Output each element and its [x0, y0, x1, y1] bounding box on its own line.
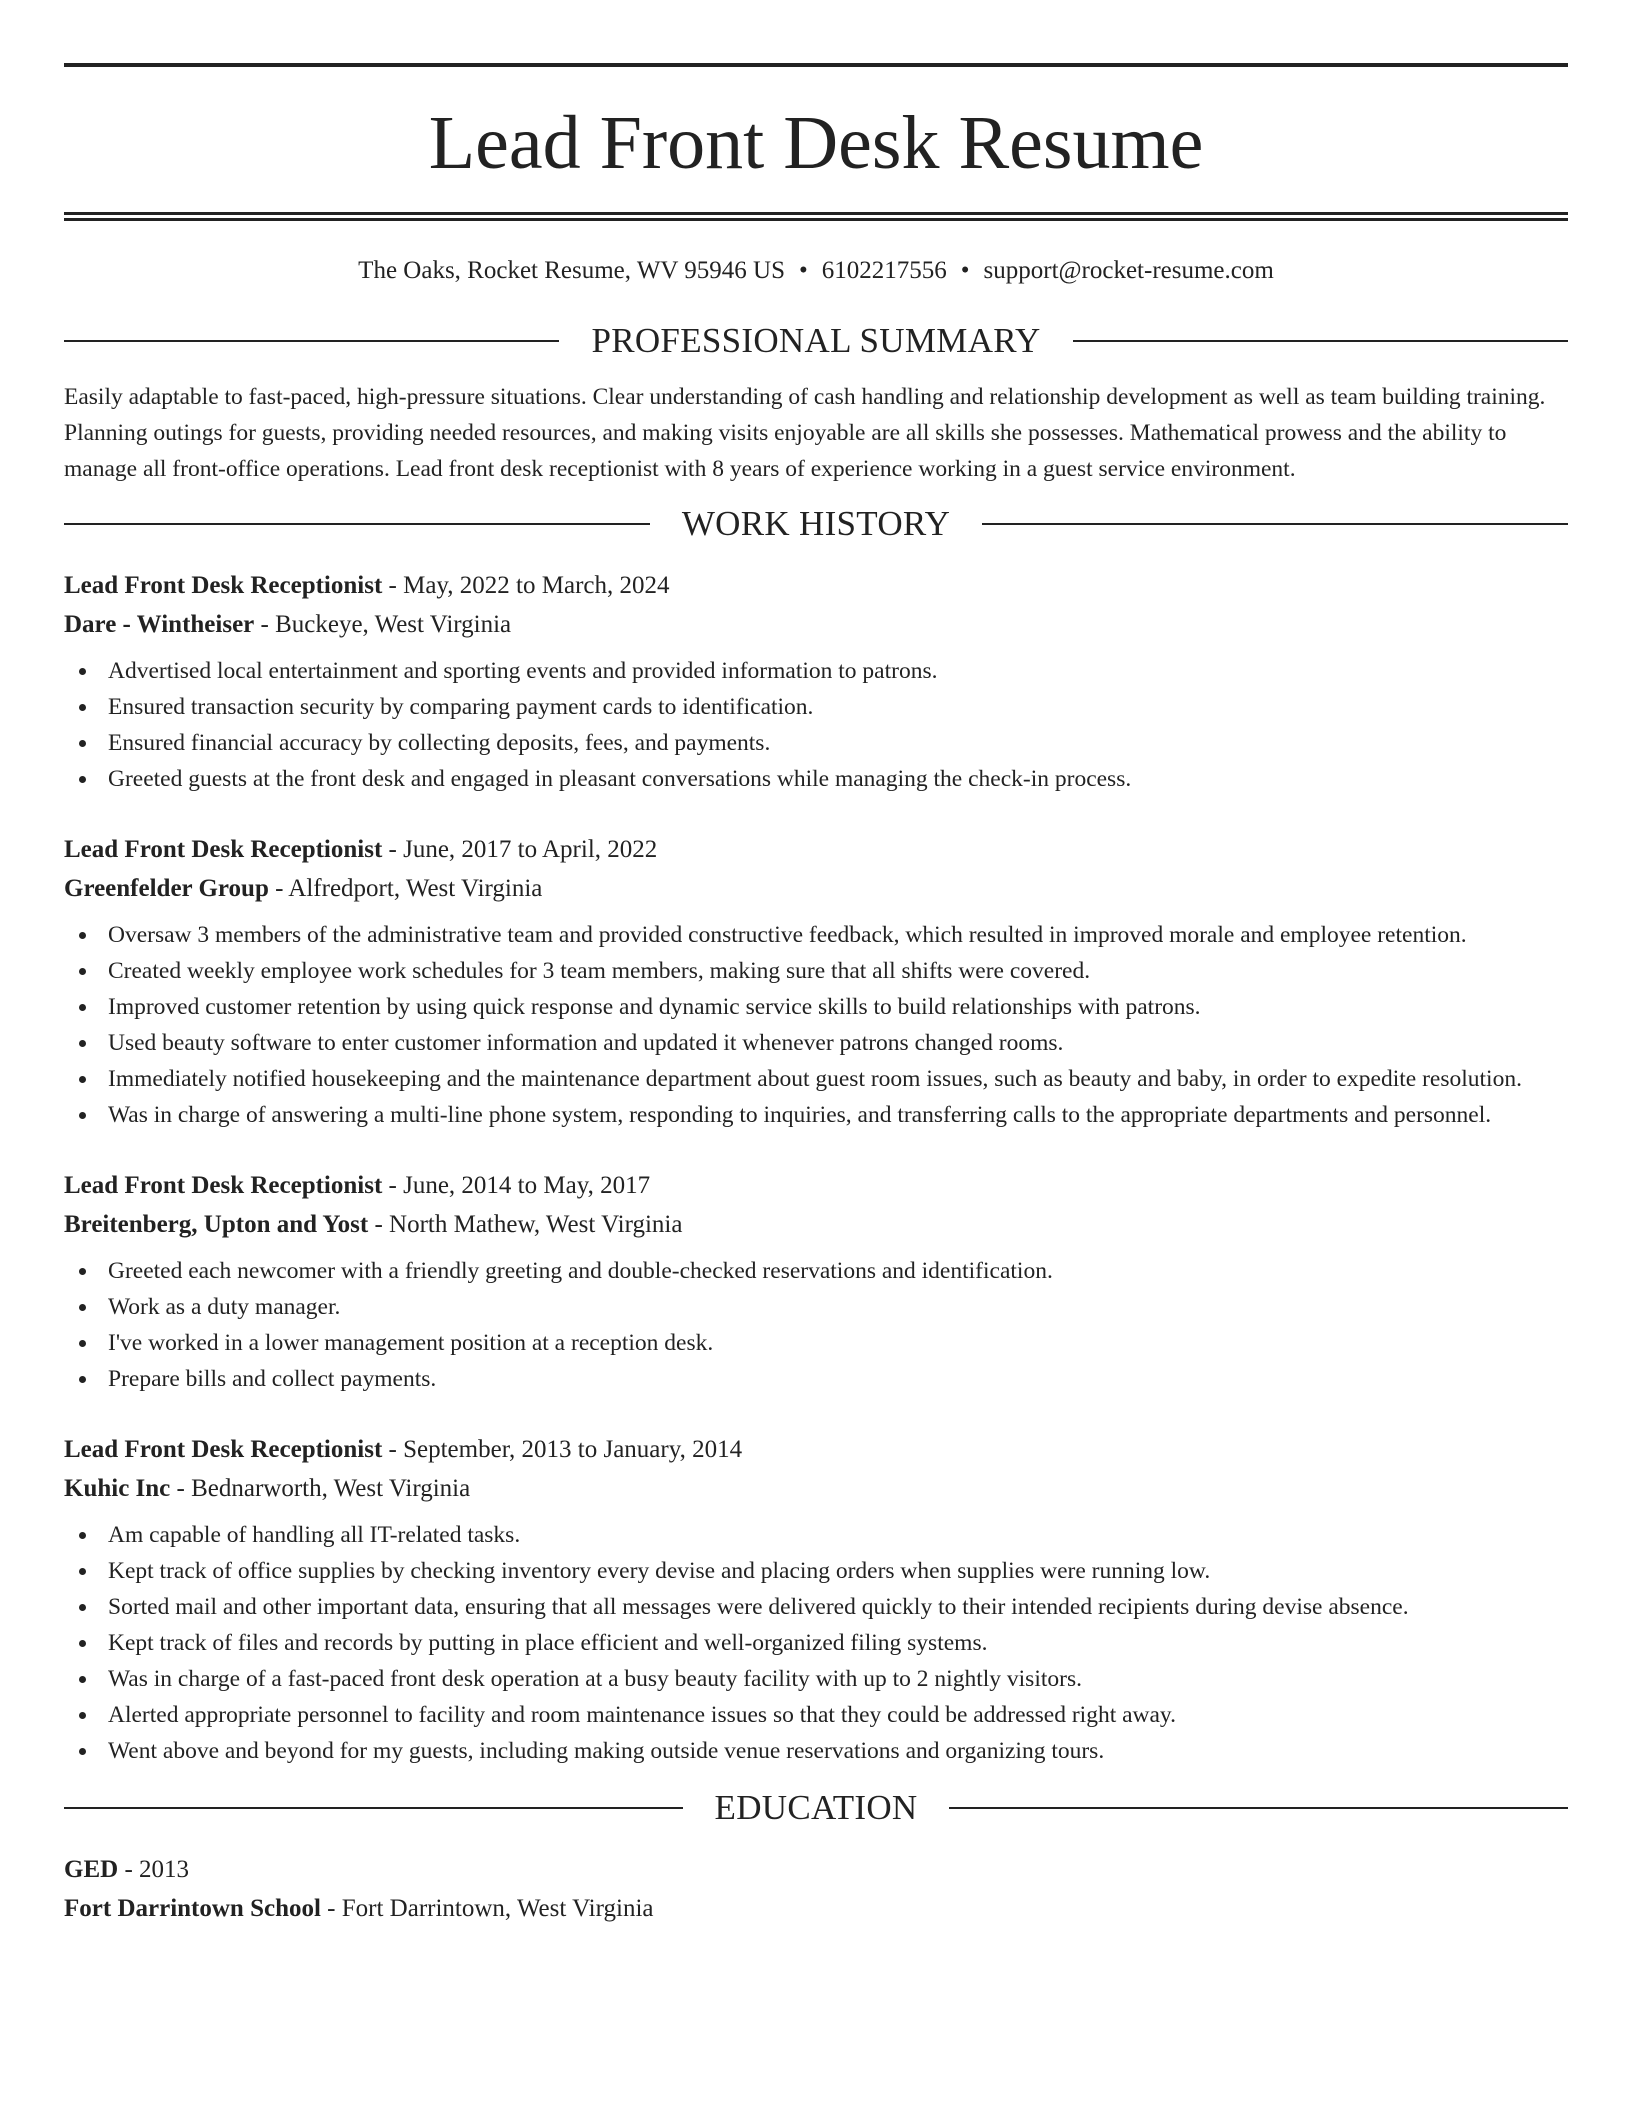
job-company-line [64, 869, 1568, 908]
job-company: Greenfelder Group [64, 875, 269, 902]
job-bullet [64, 953, 1568, 989]
bullet-text: Alerted appropriate personnel to facility and room maintenance issues so that they could be addressed right away. [108, 1702, 1177, 1728]
job-dates: - June, 2017 to April, 2022 [382, 836, 658, 863]
bullet-dot [79, 1748, 86, 1755]
bullet-dot [79, 1076, 86, 1083]
job-bullet [64, 1097, 1568, 1133]
job-dates: - May, 2022 to March, 2024 [382, 572, 670, 599]
contact-line [64, 256, 1568, 286]
job-bullet [64, 1061, 1568, 1097]
section-rule-right [949, 1807, 1568, 1809]
education-degree-line [64, 1850, 1568, 1889]
bullet-dot [79, 740, 86, 747]
job-company: Breitenberg, Upton and Yost [64, 1211, 369, 1238]
bullet-dot [79, 668, 86, 675]
job-entry [64, 566, 1568, 797]
job-bullet-list [64, 1517, 1568, 1769]
section-heading-education [64, 1786, 1568, 1830]
section-title: EDUCATION [714, 1788, 918, 1827]
bullet-text: Improved customer retention by using quick response and dynamic service skills to build relationships with patrons. [108, 994, 1201, 1020]
job-title: Lead Front Desk Receptionist [64, 1172, 383, 1199]
job-company-line [64, 1205, 1568, 1244]
job-title: Lead Front Desk Receptionist [64, 572, 383, 599]
job-bullet-list [64, 1253, 1568, 1397]
bullet-text: Created weekly employee work schedules for 3 team members, making sure that all shifts were covered. [108, 958, 1091, 984]
section-rule-left [64, 1807, 683, 1809]
job-bullet [64, 1253, 1568, 1289]
job-bullet [64, 1733, 1568, 1769]
contact-phone: 6102217556 [821, 257, 947, 284]
bullet-dot [79, 1040, 86, 1047]
contact-address: The Oaks, Rocket Resume, WV 95946 US [358, 257, 785, 284]
job-title: Lead Front Desk Receptionist [64, 1436, 383, 1463]
job-bullet [64, 1553, 1568, 1589]
bullet-dot [79, 1304, 86, 1311]
bullet-text: Kept track of files and records by putting in place efficient and well-organized filing systems. [108, 1630, 988, 1656]
job-title-line [64, 830, 1568, 869]
job-entry [64, 830, 1568, 1133]
job-bullet [64, 989, 1568, 1025]
education-school: Fort Darrintown School [64, 1895, 321, 1922]
bullet-text: Oversaw 3 members of the administrative team and provided constructive feedback, which resulted in improved morale and employee retention. [108, 922, 1467, 948]
job-bullet [64, 653, 1568, 689]
education-year: - 2013 [118, 1856, 190, 1883]
job-bullet [64, 1697, 1568, 1733]
bullet-dot [79, 1268, 86, 1275]
contact-email: support@rocket-resume.com [983, 257, 1274, 284]
bullet-text: Advertised local entertainment and sporting events and provided information to patrons. [108, 658, 938, 684]
job-bullet-list [64, 917, 1568, 1133]
bullet-text: Greeted each newcomer with a friendly greeting and double-checked reservations and identification. [108, 1258, 1053, 1284]
job-title-line [64, 1430, 1568, 1469]
bullet-dot [79, 1604, 86, 1611]
bullet-text: Ensured transaction security by comparing payment cards to identification. [108, 694, 814, 720]
bullet-text: Was in charge of answering a multi-line phone system, responding to inquiries, and transferring calls to the appropriate departments and personnel. [108, 1102, 1492, 1128]
bullet-text: Prepare bills and collect payments. [108, 1366, 437, 1392]
bullet-dot [79, 1004, 86, 1011]
job-bullet [64, 725, 1568, 761]
job-dates: - June, 2014 to May, 2017 [382, 1172, 651, 1199]
job-company: Kuhic Inc [64, 1475, 171, 1502]
section-title: PROFESSIONAL SUMMARY [591, 321, 1041, 360]
section-heading-work-history [64, 502, 1568, 546]
resume-page [64, 63, 1568, 1928]
job-title-line [64, 1166, 1568, 1205]
bullet-dot [79, 776, 86, 783]
section-rule-right [982, 523, 1568, 525]
section-title: WORK HISTORY [681, 504, 951, 543]
job-bullet [64, 761, 1568, 797]
job-bullet [64, 1517, 1568, 1553]
job-company-line [64, 1469, 1568, 1508]
section-rule-left [64, 340, 559, 342]
bullet-text: Sorted mail and other important data, ensuring that all messages were delivered quickly to their intended recipients during devise absence. [108, 1594, 1409, 1620]
education-entry [64, 1850, 1568, 1928]
job-dates: - September, 2013 to January, 2014 [382, 1436, 743, 1463]
section-rule-left [64, 523, 650, 525]
bullet-dot [79, 932, 86, 939]
bullet-dot [79, 1712, 86, 1719]
job-entry [64, 1430, 1568, 1769]
job-bullet [64, 1289, 1568, 1325]
bullet-dot [79, 704, 86, 711]
job-title-line [64, 566, 1568, 605]
bullet-dot [79, 1640, 86, 1647]
bullet-text: Am capable of handling all IT-related tasks. [108, 1522, 521, 1548]
job-company-line [64, 605, 1568, 644]
job-bullet [64, 1661, 1568, 1697]
job-title: Lead Front Desk Receptionist [64, 836, 383, 863]
job-bullet [64, 1025, 1568, 1061]
bullet-text: Greeted guests at the front desk and engaged in pleasant conversations while managing the check-in process. [108, 766, 1132, 792]
bullet-text: Immediately notified housekeeping and the maintenance department about guest room issues, such as beauty and baby, in order to expedite resolution. [108, 1066, 1522, 1092]
job-bullet-list [64, 653, 1568, 797]
job-bullet [64, 917, 1568, 953]
job-bullet [64, 689, 1568, 725]
education-school-line [64, 1889, 1568, 1928]
job-company: Dare - Wintheiser [64, 611, 255, 638]
bullet-dot [79, 1532, 86, 1539]
bullet-dot [79, 1676, 86, 1683]
job-bullet [64, 1589, 1568, 1625]
job-bullet [64, 1361, 1568, 1397]
summary-text: Easily adaptable to fast-paced, high-pressure situations. Clear understanding of cash handling and relationship development as well as team building training. Planning outings for guests, providing needed resources, and making visits enjoyable are all skills she possesses. Mathematical prowess and the ability to manage all front-office operations. Lead front desk receptionist with 8 years of experience working in a guest service environment. [64, 384, 1546, 482]
title-double-rule [64, 212, 1568, 221]
section-heading-summary [64, 319, 1568, 363]
job-bullet [64, 1625, 1568, 1661]
job-entry [64, 1166, 1568, 1397]
bullet-text: Was in charge of a fast-paced front desk operation at a busy beauty facility with up to 2 nightly visitors. [108, 1666, 1082, 1692]
contact-separator: • [960, 257, 970, 284]
bullet-dot [79, 1568, 86, 1575]
bullet-dot [79, 968, 86, 975]
bullet-dot [79, 1112, 86, 1119]
bullet-dot [79, 1340, 86, 1347]
contact-separator: • [798, 257, 808, 284]
section-rule-right [1073, 340, 1568, 342]
resume-title: Lead Front Desk Resume [428, 101, 1204, 185]
bullet-text: Used beauty software to enter customer information and updated it whenever patrons changed rooms. [108, 1030, 1064, 1056]
job-location: - Alfredport, West Virginia [268, 875, 543, 902]
bullet-text: I've worked in a lower management position at a reception desk. [108, 1330, 714, 1356]
job-location: - Bednarworth, West Virginia [170, 1475, 471, 1502]
work-history-list [64, 566, 1568, 1769]
bullet-text: Went above and beyond for my guests, including making outside venue reservations and organizing tours. [108, 1738, 1105, 1764]
bullet-text: Work as a duty manager. [108, 1294, 341, 1320]
job-location: - Buckeye, West Virginia [254, 611, 512, 638]
job-location: - North Mathew, West Virginia [368, 1211, 683, 1238]
top-rule [64, 63, 1568, 67]
bullet-text: Kept track of office supplies by checking inventory every devise and placing orders when supplies were running low. [108, 1558, 1211, 1584]
bullet-dot [79, 1376, 86, 1383]
job-bullet [64, 1325, 1568, 1361]
bullet-text: Ensured financial accuracy by collecting deposits, fees, and payments. [108, 730, 771, 756]
education-degree: GED [64, 1856, 119, 1883]
education-location: - Fort Darrintown, West Virginia [320, 1895, 654, 1922]
